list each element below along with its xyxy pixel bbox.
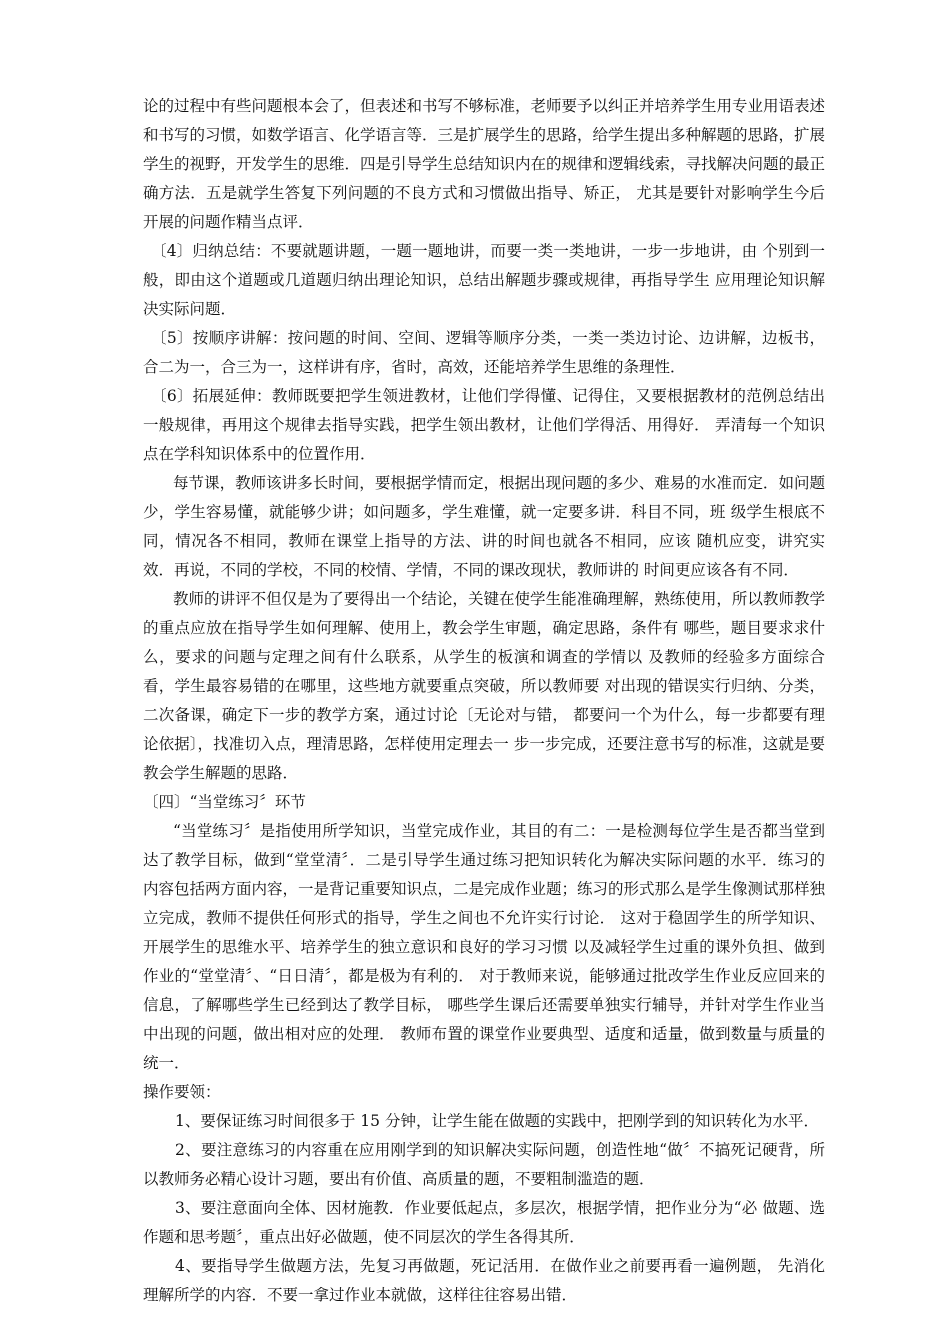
document-body [143,92,825,1310]
paragraph-lecture-review: 教师的讲评不但仅是为了要得出一个结论，关键在使学生能准确理解，熟练使用，所以教师教学的重点应放在指导学生如何理解、使用上，教会学生审题，确定思路，条件有 哪些，题目要求求什么，要求的问题与定理之间有什么联系，从学生的板演和调查的学情以 及教师的经验多方面综合看，学生最容易错的在哪里，这些地方就要重点突破，所以教师要 对出现的错误实行归纳、分类，二次备课，确定下一步的教学方案，通过讨论〔无论对与错， 都要问一个为什么，每一步都要有理论依据〕，找准切入点，理清思路，怎样使用定理去一 步一步完成，还要注意书写的标准，这就是要教会学生解题的思路． [143,590,825,782]
paragraph-practice: “当堂练习〞是指使用所学知识，当堂完成作业，其目的有二：一是检测每位学生是否都当堂到达了教学目标，做到“堂堂清〞．二是引导学生通过练习把知识转化为解决实际问题的水平．练习的内容包括两方面内容，一是背记重要知识点，二是完成作业题；练习的形式那么是学生像测试那样独立完成，教师不提供任何形式的指导，学生之间也不允许实行讨论． 这对于稳固学生的所学知识、开展学生的思维水平、培养学生的独立意识和良好的学习习惯 以及减轻学生过重的课外负担、做到作业的“堂堂清〞、“日日清〞，都是极为有利的． 对于教师来说，能够通过批改学生作业反应回来的信息，了解哪些学生已经到达了教学目标， 哪些学生课后还需要单独实行辅导，并针对学生作业当中出现的问题，做出相对应的处理． 教师布置的课堂作业要典型、适度和适量，做到数量与质量的统一． [143,822,826,1072]
list-item-1: 1、要保证练习时间很多于 15 分钟，让学生能在做题的实践中，把刚学到的知识转化为水平． [175,1112,819,1130]
paragraph-extension: 〔6〕拓展延伸：教师既要把学生领进教材，让他们学得懂、记得住，又要根据教材的范例总结出一般规律，再用这个规律去指导实践，把学生领出教材，让他们学得活、用得好． 弄清每一个知识点在学科知识体系中的位置作用． [143,387,825,463]
paragraph-continuation: 论的过程中有些问题根本会了，但表述和书写不够标准，老师要予以纠正并培养学生用专业用语表述和书写的习惯，如数学语言、化学语言等．三是扩展学生的思路，给学生提出多种解题的思路，扩展学生的视野，开发学生的思维．四是引导学生总结知识内在的规律和逻辑线索，寻找解决问题的最正确方法．五是就学生答复下列问题的不良方式和习惯做出指导、矫正， 尤其是要针对影响学生今后开展的问题作精当点评． [143,97,826,231]
paragraph-sequence: 〔5〕按顺序讲解：按问题的时间、空间、逻辑等顺序分类，一类一类边讨论、边讲解，边板书，合二为一，合三为一，这样讲有序，省时，高效，还能培养学生思维的条理性． [143,329,825,376]
paragraph-summary: 〔4〕归纳总结：不要就题讲题，一题一题地讲，而要一类一类地讲，一步一步地讲，由 个别到一般，即由这个道题或几道题归纳出理论知识，总结出解题步骤或规律，再指导学生 应用理论知识解决实际问题． [143,242,825,318]
list-item-4: 4、要指导学生做题方法，先复习再做题，死记活用．在做作业之前要再看一遍例题， 先消化理解所学的内容．不要一拿过作业本就做，这样往往容易出错． [143,1257,825,1304]
list-item-2: 2、要注意练习的内容重在应用刚学到的知识解决实际问题，创造性地“做〞不搞死记硬背，所以教师务必精心设计习题，要出有价值、高质量的题，不要粗制滥造的题． [143,1141,825,1188]
section-heading: 〔四〕“当堂练习〞环节 [143,793,306,811]
list-item-3: 3、要注意面向全体、因材施教．作业要低起点，多层次，根据学情，把作业分为“必 做题、选作题和思考题〞，重点出好必做题，使不同层次的学生各得其所． [143,1199,825,1246]
subheading-key-points: 操作要领： [143,1083,221,1101]
paragraph-lecture-time: 每节课，教师该讲多长时间，要根据学情而定，根据出现问题的多少、难易的水准而定．如问题少，学生容易懂，就能够少讲；如问题多，学生难懂，就一定要多讲．科目不同，班 级学生根底不同，情况各不相同，教师在课堂上指导的方法、讲的时间也就各不相同，应该 随机应变，讲究实效．再说，不同的学校，不同的校情、学情，不同的课改现状，教师讲的 时间更应该各有不同． [143,474,825,579]
